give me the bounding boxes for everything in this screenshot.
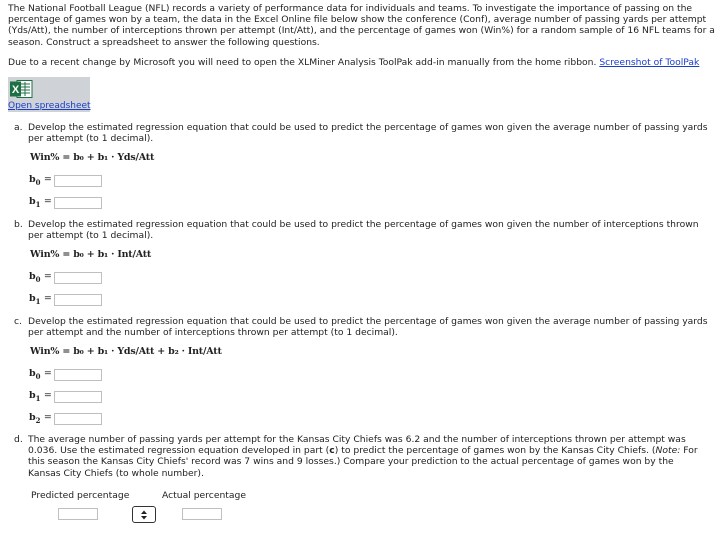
- question-d-letter: d.: [14, 434, 23, 445]
- predicted-percentage-input[interactable]: [58, 508, 98, 520]
- answer-b-b0-input[interactable]: [54, 272, 102, 284]
- question-d-text: The average number of passing yards per attempt for the Kansas City Chiefs was 6.2 and the number of interceptions thrown per attempt was 0.036. Use the estimated regression equation developed in part (c) to predict the percentage of games won by the Kansas City Chiefs. (Note: For this season the Kansas City Chiefs' record was 7 wins and 9 losses.) Compare your prediction to the actual percentage of games won by the Kansas City Chiefs (to whole number).: [28, 434, 698, 479]
- formula-c: Win% = b₀ + b₁ · Yds/Att + b₂ · Int/Att: [30, 346, 222, 357]
- question-a-letter: a.: [14, 122, 23, 133]
- open-spreadsheet-link[interactable]: Open spreadsheet: [8, 101, 91, 111]
- coef-a-b1-label: $b_1$ =: [29, 196, 52, 209]
- actual-percentage-label: Actual percentage: [162, 490, 247, 501]
- formula-b: Win% = b₀ + b₁ · Int/Att: [30, 249, 152, 260]
- toolpak-screenshot-link[interactable]: Screenshot of ToolPak: [599, 57, 700, 68]
- coef-a-b0-label: $b_0$ =: [29, 174, 52, 187]
- formula-a: Win% = b₀ + b₁ · Yds/Att: [30, 152, 155, 163]
- coef-c-b1-label: $b_1$ =: [29, 390, 52, 403]
- answer-a-b0-input[interactable]: [54, 175, 102, 187]
- toolpak-notice-text: Due to a recent change by Microsoft you will need to open the XLMiner Analysis ToolPak add-in manually from the home ribbon.: [8, 57, 597, 68]
- excel-icon-letter: X: [11, 84, 20, 96]
- answer-a-b1-input[interactable]: [54, 197, 102, 209]
- answer-c-b0-input[interactable]: [54, 369, 102, 381]
- question-b-letter: b.: [14, 219, 23, 230]
- coef-b-b1-label: $b_1$ =: [29, 293, 52, 306]
- question-c-letter: c.: [14, 316, 22, 327]
- updown-arrows-icon: [139, 509, 149, 521]
- question-b-text: Develop the estimated regression equation that could be used to predict the percentage of games won given the number of interceptions thrown per attempt (to 1 decimal).: [28, 219, 699, 242]
- note-label: Note:: [655, 445, 681, 457]
- answer-c-b2-input[interactable]: [54, 413, 102, 425]
- predicted-percentage-label: Predicted percentage: [31, 490, 130, 501]
- question-d: [14, 434, 709, 479]
- comparison-select[interactable]: [132, 506, 156, 523]
- coef-b-b0-label: $b_0$ =: [29, 271, 52, 284]
- question-a: [14, 122, 709, 144]
- part-c-reference: c: [329, 445, 335, 457]
- question-b: [14, 219, 709, 241]
- coef-c-b2-label: $b_2$ =: [29, 412, 52, 425]
- actual-percentage-input[interactable]: [182, 508, 222, 520]
- spreadsheet-box[interactable]: [8, 77, 90, 112]
- answer-b-b1-input[interactable]: [54, 294, 102, 306]
- question-c-text: Develop the estimated regression equation that could be used to predict the percentage of games won given the average number of passing yards per attempt and the number of interceptions thrown per attempt (to 1 decimal).: [28, 316, 708, 339]
- toolpak-notice: [8, 57, 720, 68]
- excel-icon[interactable]: [10, 80, 33, 98]
- question-a-text: Develop the estimated regression equation that could be used to predict the percentage of games won given the average number of passing yards per attempt (to 1 decimal).: [28, 122, 708, 145]
- answer-c-b1-input[interactable]: [54, 391, 102, 403]
- coef-c-b0-label: $b_0$ =: [29, 368, 52, 381]
- intro-paragraph: The National Football League (NFL) records a variety of performance data for individuals and teams. To investigate the importance of passing on the percentage of games won by a team, the data in the Excel Online file below show the conference (Conf), average number of passing yards per attempt (Yds/Att), the number of interceptions thrown per attempt (Int/Att), and the percentage of games won (Win%) for a random sample of 16 NFL teams for a season. Construct a spreadsheet to answer the following questions.: [8, 3, 715, 48]
- question-c: [14, 316, 709, 338]
